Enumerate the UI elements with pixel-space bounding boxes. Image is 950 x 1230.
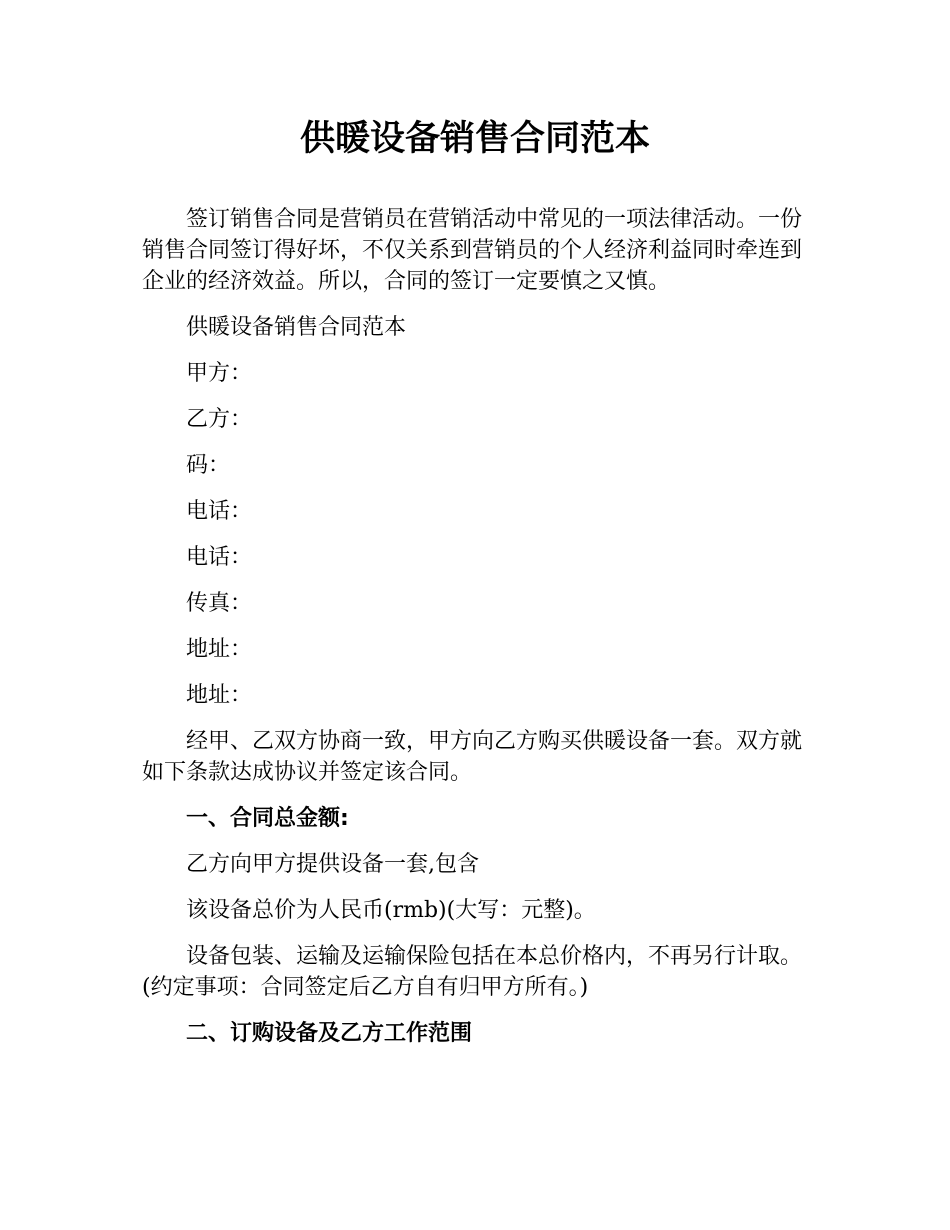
equipment-paragraph: 乙方向甲方提供设备一套,包含	[186, 852, 479, 877]
phone-field-2: 电话：	[186, 545, 253, 570]
price-paragraph: 该设备总价为人民币(rmb)(大写：元整)。	[186, 898, 596, 923]
contract-subtitle: 供暖设备销售合同范本	[186, 315, 407, 340]
party-b-field: 乙方：	[186, 407, 253, 432]
document-body	[142, 204, 822, 1064]
fax-field: 传真：	[186, 591, 253, 616]
code-field: 码：	[186, 453, 231, 478]
party-a-field: 甲方：	[186, 361, 253, 386]
phone-field-1: 电话：	[186, 499, 253, 524]
document-title: 供暖设备销售合同范本	[299, 119, 650, 159]
packaging-paragraph: 设备包装、运输及运输保险包括在本总价格内，不再另行计取。(约定事项：合同签定后乙方自有归甲方所有。)	[142, 944, 803, 1000]
intro-paragraph: 签订销售合同是营销员在营销活动中常见的一项法律活动。一份销售合同签订得好坏，不仅关系到营销员的个人经济利益同时牵连到企业的经济效益。所以，合同的签订一定要慎之又慎。	[142, 207, 803, 294]
address-field-1: 地址：	[186, 637, 253, 662]
agreement-paragraph: 经甲、乙双方协商一致，甲方向乙方购买供暖设备一套。双方就如下条款达成协议并签定该合同。	[142, 729, 803, 785]
section-heading-2: 二、订购设备及乙方工作范围	[186, 1021, 473, 1046]
section-heading-1: 一、合同总金额:	[186, 806, 349, 831]
address-field-2: 地址：	[186, 683, 253, 708]
